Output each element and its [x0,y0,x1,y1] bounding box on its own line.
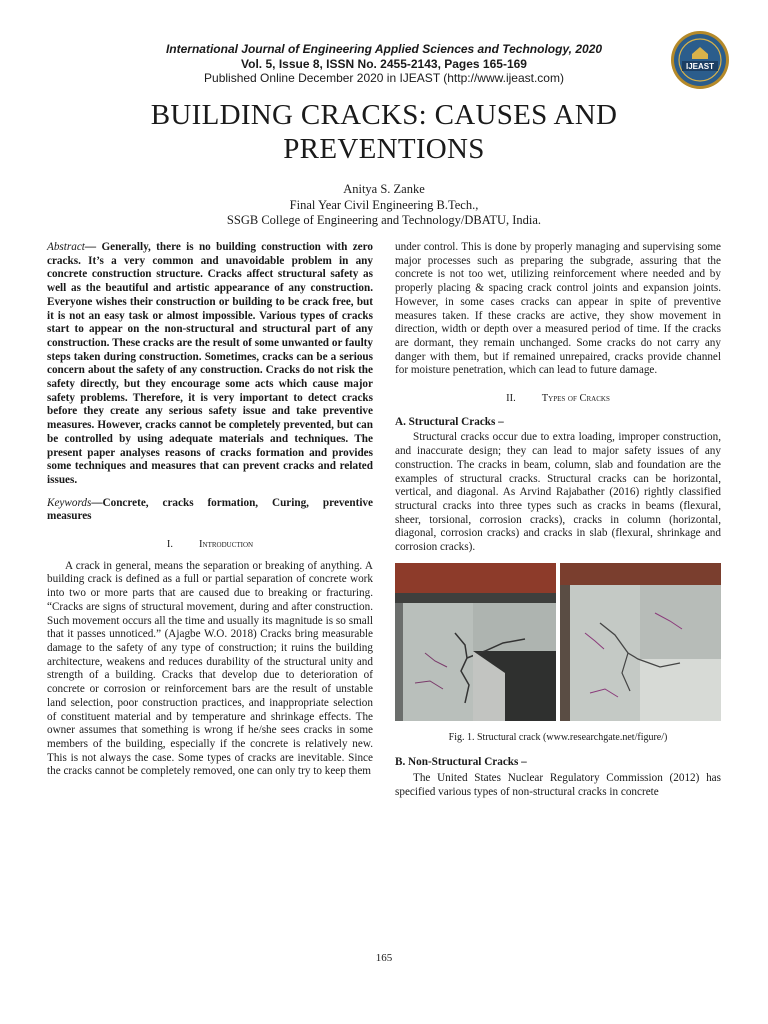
author-name: Anitya S. Zanke [343,182,425,196]
right-column [395,241,721,800]
left-column [47,241,373,779]
paper-title-line1: BUILDING CRACKS: CAUSES AND [150,99,618,131]
figure-caption: Fig. 1. Structural crack (www.researchgate.net/figure/) [448,731,668,743]
author-block [100,182,668,229]
section-number: I. [166,539,174,551]
paper-title [70,98,698,166]
journal-volume-line: Vol. 5, Issue 8, ISSN No. 2455-2143, Pages 165-169 [241,56,527,71]
journal-published-line: Published Online December 2020 in IJEAST (http://www.ijeast.com) [204,71,564,85]
figure-structural-crack [395,563,721,723]
abstract-label: Abstract [47,241,85,253]
abstract [47,241,373,488]
page-number: 165 [375,952,393,964]
author-position: Final Year Civil Engineering B.Tech., [289,197,479,212]
section-heading-types [395,392,721,406]
section-number: II. [506,393,516,405]
crack-photo-left [395,563,556,721]
paper-title-line2: PREVENTIONS [283,133,485,165]
keywords-label: Keywords [47,496,92,509]
section-title: Types of Cracks [541,393,610,405]
introduction-paragraph: A crack in general, means the separation or breaking of anything. A building crack is defined as a full or partial separation of concrete work into two or more parts that are caused due to breaking or fracturing. “Cracks are signs of structural movement, during and after construction. Such movement occurs all the time and usually its magnitude is so small that it passes unnoticed.” (Ajagbe W.O. 2018) Cracks bring measurable damage to the safety of any type of construction; it ruins the building architecture, weakens and reduces durability of the structural unity and strength of a building. Cracks that develop due to deterioration of concrete or corrosion or reinforcement bars are the result of unstable land selection, poor construction practices, and inappropriate selection of constituent material and by temperature and shrinkage effects. The owner assumes that something is wrong if he/she sees cracks in some members of the building, especially if the concrete is relatively new. This is not always the case. Some types of cracks are inevitable. Since the cracks cannot be completely removed, one can only try to keep them [47,559,373,778]
non-structural-cracks-paragraph: The United States Nuclear Regulatory Commission (2012) has specified various types of non-structural cracks in concrete [395,772,721,798]
logo-text: IJEAST [685,62,715,71]
crack-photo-right [560,563,721,721]
abstract-text: — Generally, there is no building construction with zero cracks. It’s a very common and unavoidable problem in any concrete construction structure. Cracks affect structural safety as well as the beautiful and artistic appearance of any construction. Everyone wishes their construction or building to be crack free, but it is not an easy task or almost impossible. Various types of cracks start to appear on the non-structural and structural part of any construction. These cracks are the result of some unwanted or faulty steps taken during construction. Sometimes, cracks can be a serious concern about the safety of any construction. Cracks do not risk the safety directly, but they encourage some acts which cause major safety problems. Therefore, it is very important to detect cracks before they create any serious safety issue and take preventive measures. However, cracks cannot be completely prevented, but can be controlled by using adequate materials and techniques. The present paper analyses reasons of cracks formation and provides some techniques and measures that can prevent cracks and related issues. [47,241,373,486]
structural-cracks-paragraph: Structural cracks occur due to extra loading, improper construction, and inaccurate design; they can lead to major safety issues of any construction. The cracks in beam, column, slab and foundation are the examples of structural cracks. Structural cracks can be horizontal, vertical, and diagonal. As Arvind Rajabather (2016) rightly classified structural cracks into three types such as cracks in beams (flexural, sheer, torsional, corrosion cracks), cracks in column (horizontal, diagonal, corrosion cracks) and cracks in slab (flexural, shrinkage and corrosion cracks). [395,431,721,554]
ijeast-logo [670,30,730,90]
section-heading-introduction [47,538,373,552]
section-title: Introduction [199,539,254,551]
keywords-text: —Concrete, cracks formation, Curing, preventive measures [47,496,373,523]
journal-name-line: International Journal of Engineering Applied Sciences and Technology, 2020 [165,42,603,56]
author-affiliation: SSGB College of Engineering and Technology/DBATU, India. [226,213,542,227]
keywords [47,497,373,524]
journal-header [120,42,648,86]
subsection-heading-structural: A. Structural Cracks – [395,415,504,428]
introduction-continued: under control. This is done by properly managing and supervising some major processes such as preparing the subgrade, assuring that the concrete is not too wet, utilizing reinforcement where needed and by properly placing & spacing crack control joints and expansion joints. However, in some cases cracks can appear in spite of preventive measures taken. If these cracks are active, they show movement in direction, width or depth over a measured period of time. If the cracks are dormant, they remain unchanged. Some cracks do not carry any danger with them, but if remained unrepaired, cracks provide channel for moisture penetration, which can lead to future damage. [395,241,721,377]
subsection-heading-non-structural: B. Non-Structural Cracks – [395,756,527,769]
